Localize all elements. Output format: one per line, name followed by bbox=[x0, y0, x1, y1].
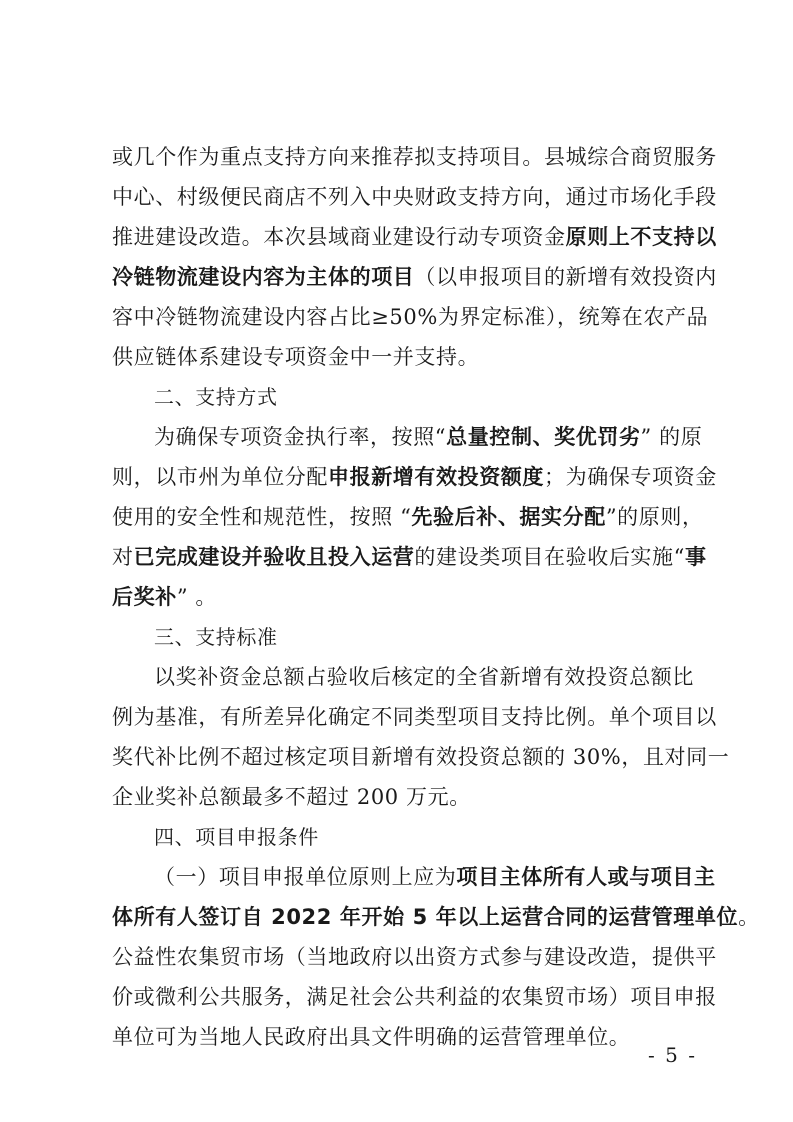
text-run: 中心、村级便民商店不列入中央财政支持方向，通过市场化手段 bbox=[112, 185, 717, 209]
paragraph-line bbox=[112, 777, 692, 817]
bold-text-run: 事 bbox=[684, 545, 707, 569]
paragraph-line bbox=[112, 1017, 632, 1057]
text-run: 以奖补资金总额占验收后核定的全省新增有效投资总额比 bbox=[154, 665, 694, 689]
bold-text-run: 体所有人签订自 2022 年开始 5 年以上运营合同的运营管理单位 bbox=[112, 905, 739, 929]
text-run: 对 bbox=[112, 545, 134, 569]
text-run: 为确保专项资金执行率，按照“ bbox=[154, 425, 447, 449]
bold-text-run: 冷链物流建设内容为主体的项目 bbox=[112, 265, 415, 289]
bold-text-run: 已完成建设并验收且投入运营 bbox=[133, 545, 415, 569]
text-run: 单位可为当地人民政府出具文件明确的运营管理单位。 bbox=[112, 1025, 631, 1049]
text-run: 公益性农集贸市场（当地政府以出资方式参与建设改造，提供平 bbox=[112, 945, 717, 969]
page-number: - 5 - bbox=[648, 1043, 697, 1067]
paragraph-line bbox=[112, 897, 760, 937]
paragraph-line bbox=[112, 337, 692, 377]
section-heading bbox=[154, 617, 734, 657]
paragraph-line bbox=[154, 857, 734, 897]
text-run: 企业奖补总额最多不超过 200 万元。 bbox=[112, 785, 471, 809]
bold-text-run: 总量控制、奖优罚劣 bbox=[446, 425, 641, 449]
text-run: ”的原则， bbox=[605, 505, 704, 529]
text-run: （一）项目申报单位原则上应为 bbox=[154, 865, 457, 889]
bold-text-run: 后奖补 bbox=[112, 585, 177, 609]
text-run: 例为基准，有所差异化确定不同类型项目支持比例。单个项目以 bbox=[112, 705, 717, 729]
paragraph-line bbox=[154, 417, 734, 457]
paragraph-line bbox=[112, 217, 717, 257]
paragraph-line bbox=[112, 737, 730, 777]
paragraph-line bbox=[112, 137, 717, 177]
heading-text: 四、项目申报条件 bbox=[154, 825, 319, 849]
paragraph-line bbox=[112, 977, 717, 1017]
paragraph-line bbox=[112, 577, 692, 617]
paragraph-line bbox=[112, 257, 717, 297]
heading-text: 二、支持方式 bbox=[154, 385, 278, 409]
bold-text-run: 先验后补、据实分配 bbox=[411, 505, 606, 529]
text-run: 价或微利公共服务，满足社会公共利益的农集贸市场）项目申报 bbox=[112, 985, 717, 1009]
text-run: ” 的原 bbox=[640, 425, 703, 449]
text-run: 。 bbox=[738, 905, 760, 929]
text-run: 的建设类项目在验收后实施“ bbox=[414, 545, 685, 569]
text-run: （以申报项目的新增有效投资内 bbox=[414, 265, 717, 289]
text-run: 容中冷链物流建设内容占比≥50%为界定标准），统筹在农产品 bbox=[112, 305, 709, 329]
section-heading bbox=[154, 377, 734, 417]
text-run: 奖代补比例不超过核定项目新增有效投资总额的 30%，且对同一 bbox=[112, 745, 730, 769]
bold-text-run: 申报新增有效投资额度 bbox=[328, 465, 544, 489]
heading-text: 三、支持标准 bbox=[154, 625, 278, 649]
paragraph-line bbox=[112, 457, 717, 497]
paragraph-line bbox=[112, 297, 709, 337]
paragraph-line bbox=[112, 697, 717, 737]
text-run: 推进建设改造。本次县域商业建设行动专项资金 bbox=[112, 225, 566, 249]
text-run: ” 。 bbox=[176, 585, 218, 609]
text-run: 使用的安全性和规范性，按照 “ bbox=[112, 505, 412, 529]
paragraph-line bbox=[154, 657, 734, 697]
text-run: ；为确保专项资金 bbox=[544, 465, 717, 489]
paragraph-line bbox=[112, 497, 704, 537]
bold-text-run: 原则上不支持以 bbox=[565, 225, 717, 249]
paragraph-line bbox=[112, 537, 707, 577]
section-heading bbox=[154, 817, 734, 857]
text-run: 供应链体系建设专项资金中一并支持。 bbox=[112, 345, 480, 369]
bold-text-run: 项目主体所有人或与项目主 bbox=[456, 865, 716, 889]
paragraph-line bbox=[112, 177, 717, 217]
paragraph-line bbox=[112, 937, 717, 977]
text-run: 则，以市州为单位分配 bbox=[112, 465, 328, 489]
text-run: 或几个作为重点支持方向来推荐拟支持项目。县城综合商贸服务 bbox=[112, 145, 717, 169]
